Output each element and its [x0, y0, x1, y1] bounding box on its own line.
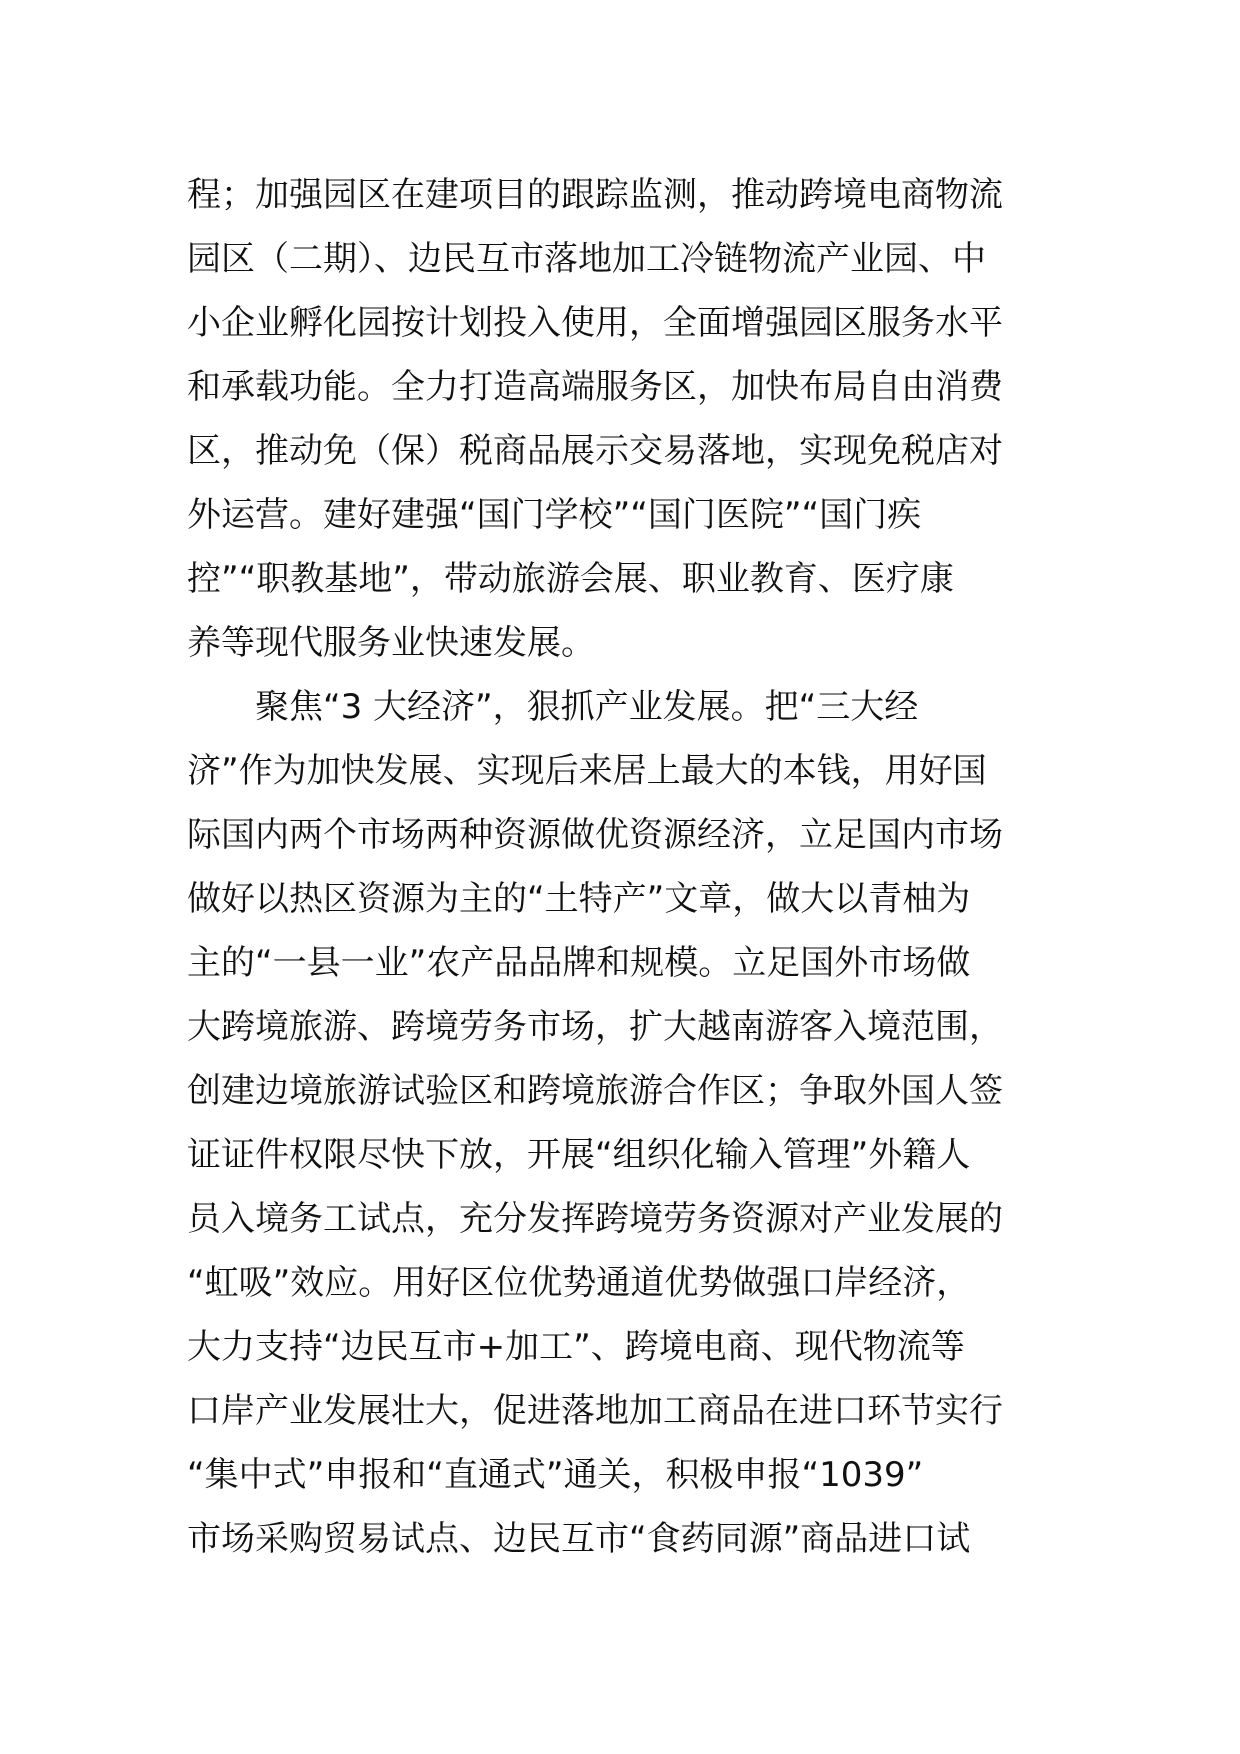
document-body: [187, 163, 1057, 1571]
text-line: 际国内两个市场两种资源做优资源经济，立足国内市场: [187, 815, 1003, 855]
text-line: 市场采购贸易试点、边民互市“食药同源”商品进口试: [187, 1519, 971, 1559]
text-line: 小企业孵化园按计划投入使用，全面增强园区服务水平: [187, 303, 1003, 343]
text-line: 外运营。建好建强“国门学校”“国门医院”“国门疾: [187, 495, 922, 535]
paragraph-2: [187, 675, 1057, 1571]
text-line: “集中式”申报和“直通式”通关，积极申报“1039”: [187, 1455, 924, 1495]
text-line: 主的“一县一业”农产品品牌和规模。立足国外市场做: [187, 943, 971, 983]
text-line: 控”“职教基地”，带动旅游会展、职业教育、医疗康: [187, 559, 954, 599]
text-line: “虹吸”效应。用好区位优势通道优势做强口岸经济，: [187, 1263, 971, 1303]
text-line: 创建边境旅游试验区和跨境旅游合作区；争取外国人签: [187, 1071, 1003, 1111]
text-line: 员入境务工试点，充分发挥跨境劳务资源对产业发展的: [187, 1199, 1003, 1239]
text-line: 做好以热区资源为主的“土特产”文章，做大以青柚为: [187, 879, 971, 919]
text-line: 园区（二期）、边民互市落地加工冷链物流产业园、中: [187, 239, 986, 279]
text-line: 口岸产业发展壮大，促进落地加工商品在进口环节实行: [187, 1391, 1003, 1431]
paragraph-1: [187, 163, 1057, 675]
text-line: 区，推动免（保）税商品展示交易落地，实现免税店对: [187, 431, 1003, 471]
text-line: 大力支持“边民互市+加工”、跨境电商、现代物流等: [187, 1327, 965, 1367]
text-line: 聚焦“3 大经济”，狠抓产业发展。把“三大经: [187, 687, 919, 727]
text-line: 和承载功能。全力打造高端服务区，加快布局自由消费: [187, 367, 1003, 407]
text-line: 大跨境旅游、跨境劳务市场，扩大越南游客入境范围，: [187, 1007, 1003, 1047]
text-line: 济”作为加快发展、实现后来居上最大的本钱，用好国: [187, 751, 987, 791]
text-line: 证证件权限尽快下放，开展“组织化输入管理”外籍人: [187, 1135, 971, 1175]
text-line: 养等现代服务业快速发展。: [187, 623, 595, 663]
text-line: 程；加强园区在建项目的跟踪监测，推动跨境电商物流: [187, 175, 1003, 215]
